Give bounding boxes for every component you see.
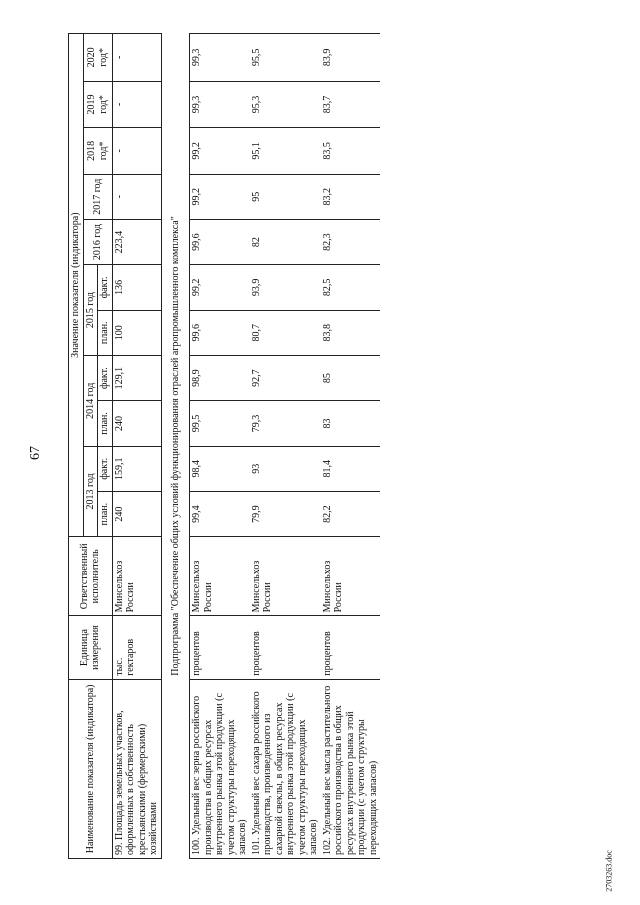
rotated-table-page: [68, 33, 613, 859]
value-cell: 95,1: [250, 128, 321, 174]
value-cell: 85: [321, 355, 381, 400]
row-unit: процентов: [250, 616, 321, 679]
value-cell: 98,9: [190, 355, 250, 400]
header-2014-fact: факт.: [98, 355, 113, 400]
header-2013-plan: план.: [98, 491, 113, 536]
row-name-text: Удельный вес зерна российского производства в общих ресурсах внутреннего рынка этой продукции (с учетом структуры переходящих запасов): [191, 693, 248, 855]
row-responsible: Минсельхоз России: [190, 537, 250, 616]
value-cell: 95,5: [250, 34, 321, 82]
table-row: [250, 34, 321, 859]
row-name: [190, 679, 250, 858]
value-cell: 223,4: [112, 219, 161, 264]
header-2020: 2020 год*: [83, 34, 112, 82]
value-cell: 99,6: [190, 310, 250, 355]
footer-doc-code: 2703263.doc: [604, 850, 614, 892]
value-cell: 240: [112, 491, 161, 536]
value-cell: 82: [250, 219, 321, 264]
table-row: [112, 34, 161, 859]
value-cell: 99,5: [190, 401, 250, 446]
value-cell: -: [112, 81, 161, 127]
header-2015-fact: факт.: [98, 265, 113, 310]
value-cell: 82,2: [321, 491, 381, 536]
value-cell: -: [112, 34, 161, 82]
row-name: [250, 679, 321, 858]
value-cell: 129,1: [112, 355, 161, 400]
value-cell: 159,1: [112, 446, 161, 491]
value-cell: 82,3: [321, 219, 381, 264]
value-cell: 93,9: [250, 265, 321, 310]
header-2014: 2014 год: [83, 355, 98, 446]
value-cell: 99,3: [190, 81, 250, 127]
value-cell: 79,3: [250, 401, 321, 446]
value-cell: 83: [321, 401, 381, 446]
value-cell: 100: [112, 310, 161, 355]
row-unit: процентов: [321, 616, 381, 679]
header-2018: 2018 год*: [83, 128, 112, 174]
header-unit: Единица измерения: [69, 616, 113, 679]
header-2013: 2013 год: [83, 446, 98, 537]
row-responsible: Минсельхоз России: [112, 537, 161, 616]
header-values-group: Значение показателя (индикатора): [69, 34, 84, 537]
header-2014-plan: план.: [98, 401, 113, 446]
header-2017: 2017 год: [83, 174, 112, 219]
row-name-text: Удельный вес масла растительного российского производства в общих ресурсах внутреннего рынка этой продукции (с учетом структуры переходящих запасов): [321, 685, 379, 855]
value-cell: 82,5: [321, 265, 381, 310]
value-cell: 240: [112, 401, 161, 446]
row-number: 102.: [321, 837, 333, 855]
table-row: [321, 34, 381, 859]
page-number: 67: [28, 446, 43, 460]
value-cell: 99,6: [190, 219, 250, 264]
row-responsible: Минсельхоз России: [250, 537, 321, 616]
value-cell: 83,9: [321, 34, 381, 82]
header-responsible: Ответственный исполнитель: [69, 537, 113, 616]
header-2016: 2016 год: [83, 219, 112, 264]
header-name: Наименование показателя (индикатора): [69, 679, 113, 858]
header-2015-plan: план.: [98, 310, 113, 355]
row-number: 100.: [191, 837, 202, 855]
value-cell: 83,8: [321, 310, 381, 355]
indicator-table: [68, 33, 380, 859]
value-cell: 80,7: [250, 310, 321, 355]
row-number: 99.: [113, 842, 125, 855]
row-unit: процентов: [190, 616, 250, 679]
row-name-text: Удельный вес сахара российского производства, произведенного из сахарной свеклы, в общих ресурсах внутреннего рынка этой продукции (с учетом структуры переходящих запасов): [250, 691, 319, 855]
value-cell: 136: [112, 265, 161, 310]
value-cell: 83,7: [321, 81, 381, 127]
subprogram-row: [161, 34, 190, 859]
value-cell: 83,2: [321, 174, 381, 219]
value-cell: 95: [250, 174, 321, 219]
value-cell: 95,3: [250, 81, 321, 127]
value-cell: -: [112, 174, 161, 219]
row-name: [112, 679, 161, 858]
value-cell: 92,7: [250, 355, 321, 400]
value-cell: 99,2: [190, 128, 250, 174]
row-unit: тыс. гектаров: [112, 616, 161, 679]
value-cell: 79,9: [250, 491, 321, 536]
header-2015: 2015 год: [83, 265, 98, 356]
value-cell: 98,4: [190, 446, 250, 491]
value-cell: 81,4: [321, 446, 381, 491]
table-row: [190, 34, 250, 859]
header-2019: 2019 год*: [83, 81, 112, 127]
subprogram-title: Подпрограмма "Обеспечение общих условий функционирования отраслей агропромышленного комплекса": [161, 34, 190, 859]
value-cell: 99,4: [190, 491, 250, 536]
value-cell: 99,3: [190, 34, 250, 82]
header-2013-fact: факт.: [98, 446, 113, 491]
value-cell: 83,5: [321, 128, 381, 174]
row-name-text: Площадь земельных участков, оформленных в собственность крестьянскими (фермерскими) хозяйствами: [113, 710, 159, 855]
row-responsible: Минсельхоз России: [321, 537, 381, 616]
value-cell: 99,2: [190, 174, 250, 219]
value-cell: 99,2: [190, 265, 250, 310]
row-name: [321, 679, 381, 858]
row-number: 101.: [250, 837, 262, 855]
value-cell: -: [112, 128, 161, 174]
value-cell: 93: [250, 446, 321, 491]
